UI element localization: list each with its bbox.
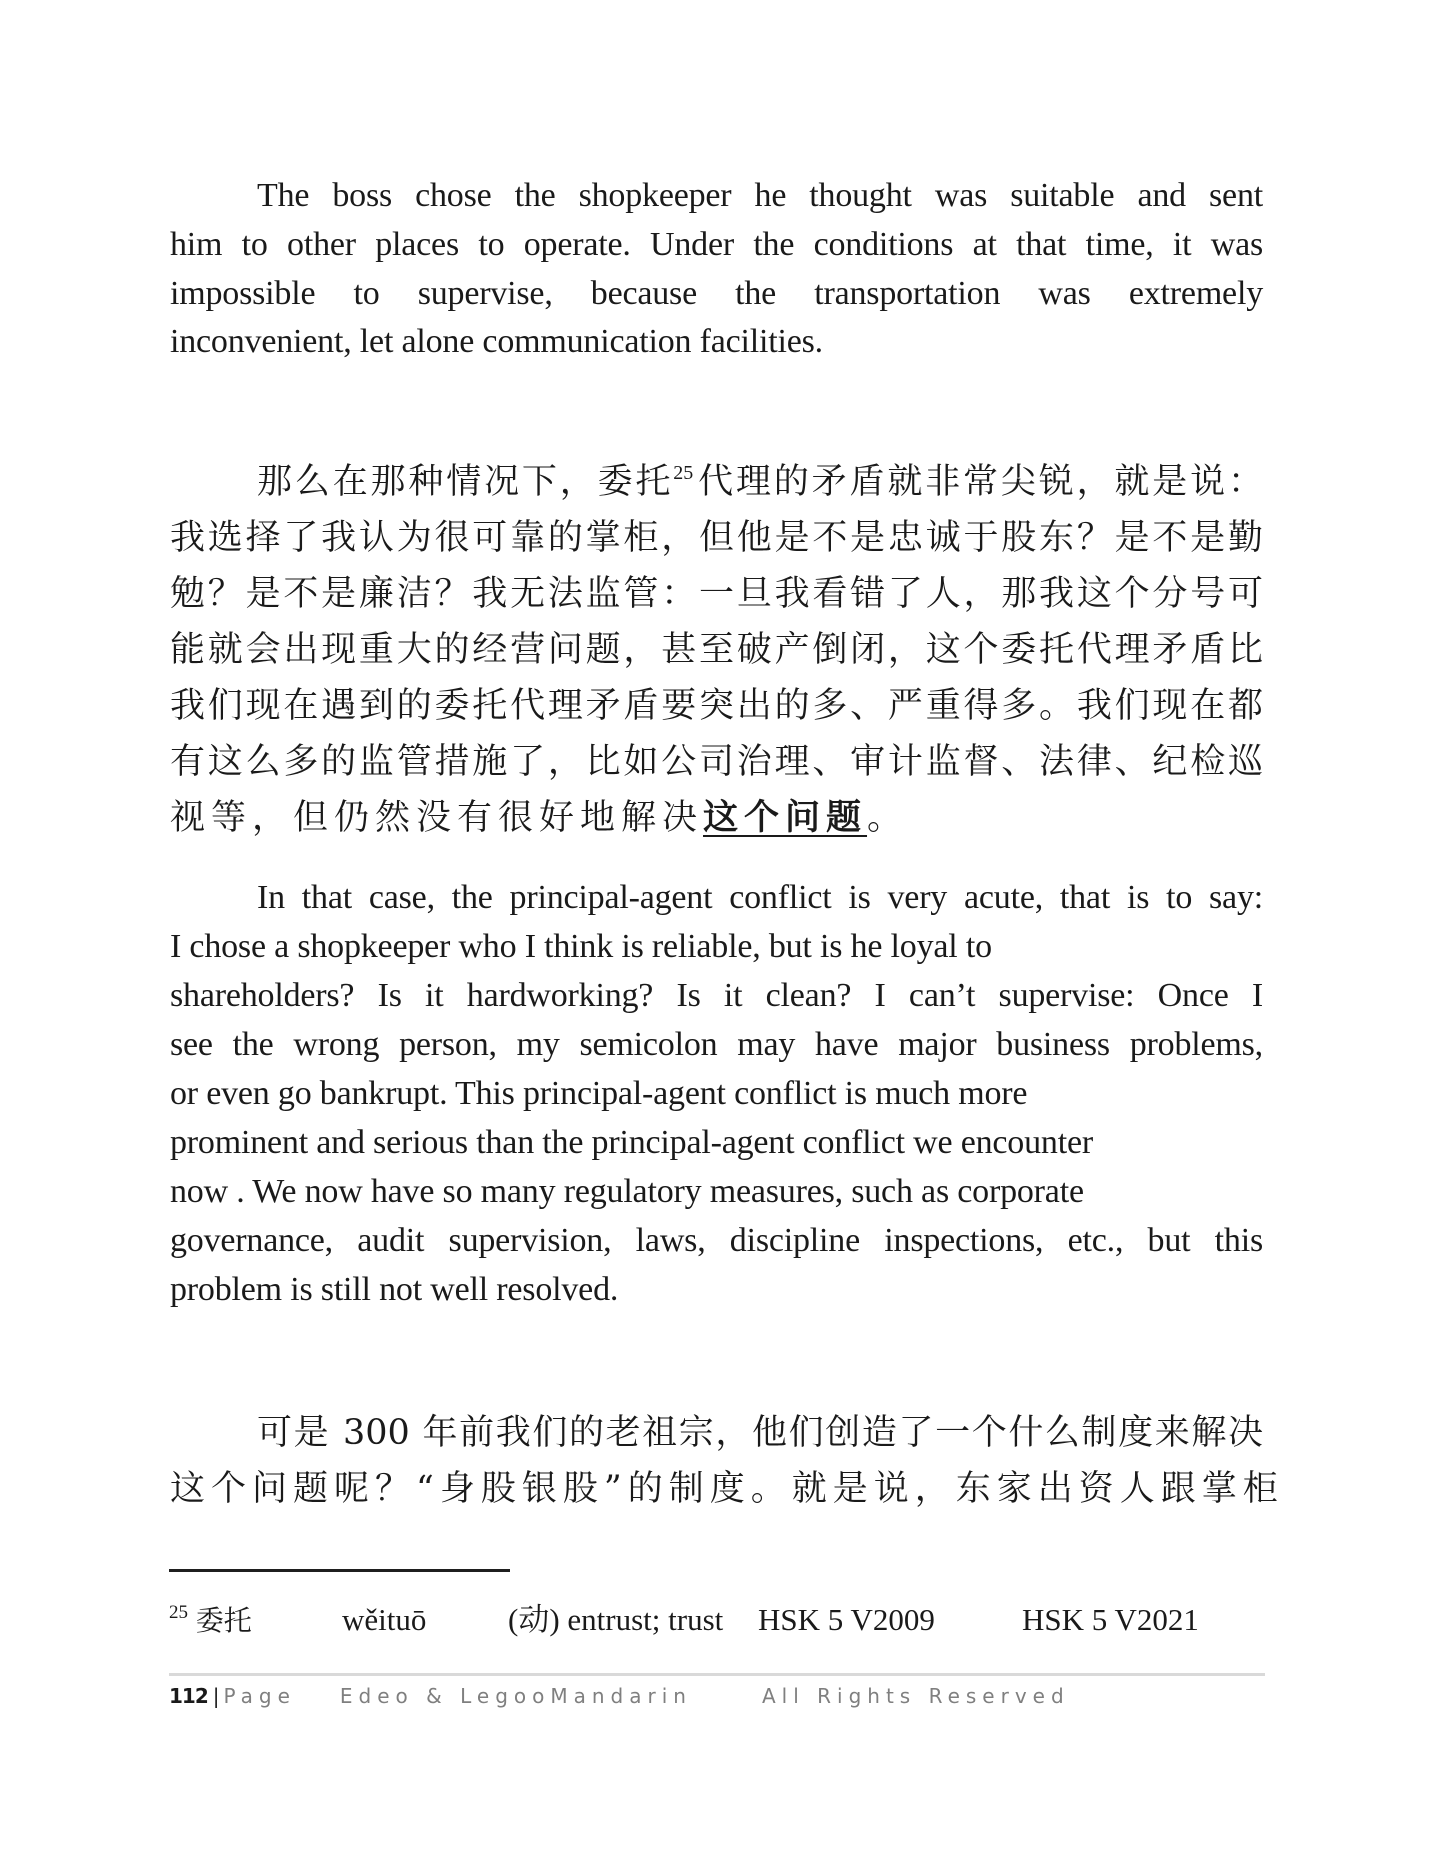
text-segment: 视等，但仍然没有很好地解决 <box>170 798 704 838</box>
text-line: now . We now have so many regulatory measures, such as corporate <box>170 1173 1084 1210</box>
text-line: In that case, the principal-agent conflict is very acute, that is to say: <box>257 879 1263 916</box>
publisher-name: Edeo & LegooMandarin <box>339 1684 692 1708</box>
footnote-pinyin: wěituō <box>342 1602 427 1637</box>
text-line: 我选择了我认为很可靠的掌柜，但他是不是忠诚于股东？是不是勤 <box>170 518 1263 558</box>
text-segment: 那么在那种情况下，委托 <box>257 462 674 502</box>
footnote-hsk-2009: HSK 5 V2009 <box>758 1602 935 1637</box>
footer-separator-bar: | <box>212 1684 220 1708</box>
text-line: him to other places to operate. Under the conditions at that time, it was <box>170 226 1263 263</box>
text-line <box>257 461 1263 503</box>
text-line: 这个问题呢？“身股银股”的制度。就是说，东家出资人跟掌柜 <box>170 1469 1284 1509</box>
text-line: shareholders? Is it hardworking? Is it clean? I can’t supervise: Once I <box>170 977 1263 1014</box>
text-line <box>170 797 908 839</box>
page-number: 112 <box>169 1684 208 1708</box>
footnote-separator <box>169 1569 510 1572</box>
text-line: 我们现在遇到的委托代理矛盾要突出的多、严重得多。我们现在都 <box>170 686 1263 726</box>
footnote-reference[interactable]: 25 <box>673 462 694 484</box>
text-line: 有这么多的监管措施了，比如公司治理、审计监督、法律、纪检巡 <box>170 742 1263 782</box>
footnote-definition: (动) entrust; trust <box>508 1602 724 1637</box>
text-line: impossible to supervise, because the transportation was extremely <box>170 275 1263 312</box>
text-line: 可是 300 年前我们的老祖宗，他们创造了一个什么制度来解决 <box>257 1413 1263 1453</box>
text-segment: 代理的矛盾就非常尖锐，就是说： <box>695 462 1263 502</box>
text-segment: 。 <box>867 798 909 838</box>
rights-notice: All Rights Reserved <box>761 1684 1070 1708</box>
text-line: inconvenient, let alone communication facilities. <box>170 323 823 360</box>
page-label: Page <box>223 1684 296 1708</box>
text-line: see the wrong person, my semicolon may have major business problems, <box>170 1026 1263 1063</box>
text-line: governance, audit supervision, laws, discipline inspections, etc., but this <box>170 1222 1263 1259</box>
text-line: or even go bankrupt. This principal-agent conflict is much more <box>170 1075 1028 1112</box>
footnote-term <box>169 1600 252 1640</box>
text-line: The boss chose the shopkeeper he thought was suitable and sent <box>257 177 1263 214</box>
footnote-number: 25 <box>169 1602 188 1623</box>
page-footer <box>169 1681 1070 1711</box>
text-line: 能就会出现重大的经营问题，甚至破产倒闭，这个委托代理矛盾比 <box>170 630 1263 670</box>
text-line: prominent and serious than the principal-agent conflict we encounter <box>170 1124 1093 1161</box>
footnote-hanzi: 委托 <box>195 1604 252 1637</box>
text-line: problem is still not well resolved. <box>170 1271 619 1308</box>
footer-separator <box>169 1673 1265 1676</box>
footnote-hsk-2021: HSK 5 V2021 <box>1022 1602 1199 1637</box>
text-line: 勉？是不是廉洁？我无法监管：一旦我看错了人，那我这个分号可 <box>170 574 1263 614</box>
emphasized-phrase: 这个问题 <box>703 797 868 838</box>
text-line: I chose a shopkeeper who I think is reliable, but is he loyal to <box>170 928 992 965</box>
